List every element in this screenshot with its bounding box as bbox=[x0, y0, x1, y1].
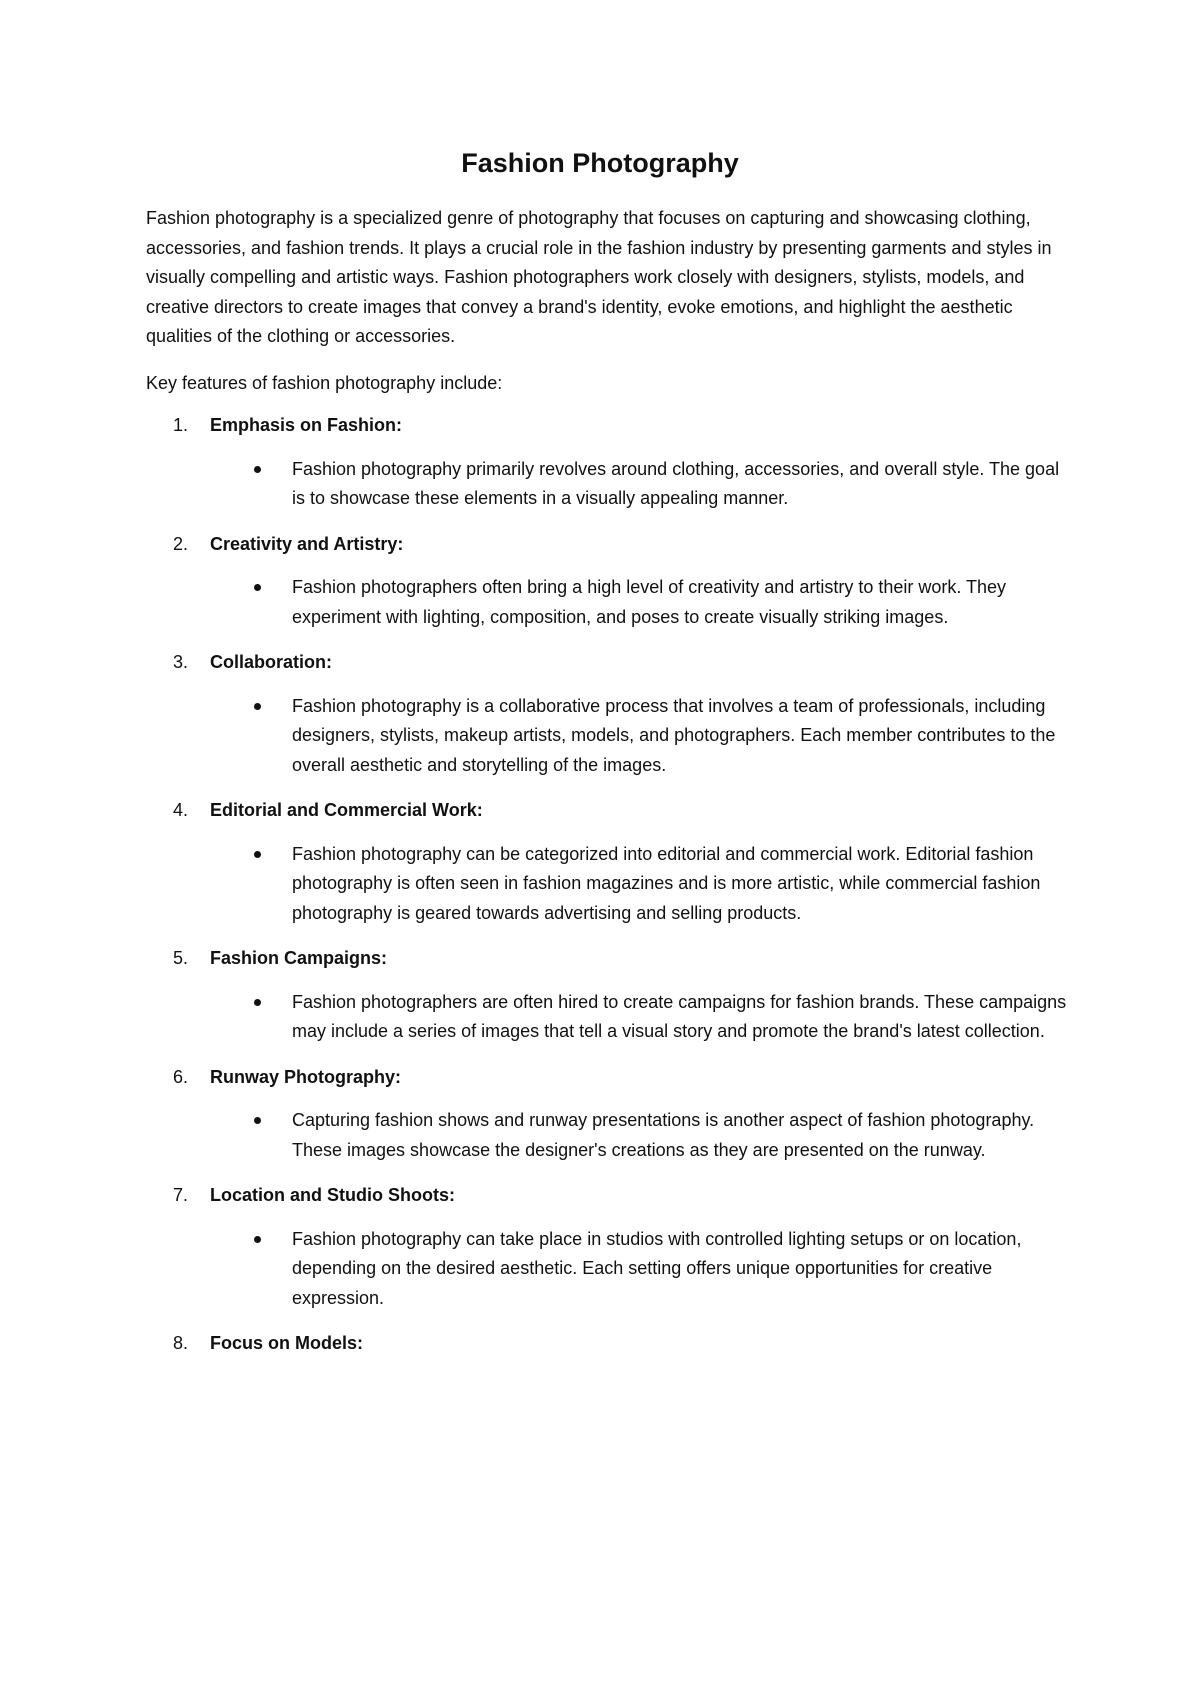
feature-heading bbox=[146, 944, 1066, 974]
feature-list bbox=[146, 411, 1066, 1375]
bullet-icon bbox=[254, 1236, 261, 1243]
feature-bullet-list bbox=[292, 1225, 1072, 1314]
feature-heading-text: Creativity and Artistry: bbox=[210, 533, 404, 554]
feature-number: 4. bbox=[173, 800, 189, 820]
feature-bullet-text: Capturing fashion shows and runway presentations is another aspect of fashion photography. These images showcase the designer's creations as they are presented on the runway. bbox=[292, 1110, 1035, 1160]
feature-number: 8. bbox=[173, 1333, 189, 1353]
feature-number: 6. bbox=[173, 1066, 189, 1087]
feature-heading bbox=[146, 648, 1066, 678]
feature-heading-text: Editorial and Commercial Work: bbox=[210, 800, 483, 820]
feature-heading bbox=[146, 796, 1066, 826]
feature-item bbox=[146, 648, 1066, 780]
document-title: Fashion Photography bbox=[461, 148, 739, 178]
feature-number: 7. bbox=[173, 1185, 189, 1205]
feature-bullet-list bbox=[292, 1106, 1072, 1165]
feature-bullet-text: Fashion photography can be categorized into editorial and commercial work. Editorial fashion photography is often seen in fashion magazines and is more artistic, while commercial fashion photography is geared towards advertising and selling products. bbox=[292, 843, 1041, 923]
feature-heading bbox=[146, 1181, 1066, 1211]
feature-heading-text: Runway Photography: bbox=[210, 1066, 402, 1087]
feature-number: 1. bbox=[173, 415, 189, 435]
feature-heading-text: Location and Studio Shoots: bbox=[210, 1185, 455, 1205]
feature-item bbox=[146, 1181, 1066, 1313]
feature-bullet-list bbox=[292, 988, 1072, 1047]
bullet-icon bbox=[254, 851, 261, 858]
feature-number: 5. bbox=[173, 948, 189, 968]
feature-heading bbox=[146, 530, 1066, 560]
feature-bullet bbox=[292, 692, 1072, 781]
feature-bullet-list bbox=[292, 455, 1072, 514]
feature-bullet bbox=[292, 988, 1072, 1047]
feature-item bbox=[146, 1329, 1066, 1359]
bullet-icon bbox=[254, 1117, 261, 1124]
feature-bullet-text: Fashion photographers are often hired to create campaigns for fashion brands. These campaigns may include a series of images that tell a visual story and promote the brand's latest collection. bbox=[292, 991, 1067, 1041]
feature-bullet bbox=[292, 455, 1072, 514]
feature-heading-text: Focus on Models: bbox=[210, 1333, 363, 1353]
feature-item bbox=[146, 944, 1066, 1047]
feature-bullet-list bbox=[292, 840, 1072, 929]
feature-number: 2. bbox=[173, 533, 189, 554]
feature-bullet bbox=[292, 1106, 1072, 1165]
feature-heading-text: Fashion Campaigns: bbox=[210, 948, 388, 968]
feature-bullet-text: Fashion photographers often bring a high level of creativity and artistry to their work. They experiment with lighting, composition, and poses to create visually striking images. bbox=[292, 577, 1007, 627]
bullet-icon bbox=[254, 703, 261, 710]
feature-heading-text: Collaboration: bbox=[210, 652, 332, 672]
feature-bullet-text: Fashion photography is a collaborative process that involves a team of professionals, including designers, stylists, makeup artists, models, and photographers. Each member contributes to the overall aesthetic and storytelling of the images. bbox=[292, 695, 1056, 775]
feature-bullet-text: Fashion photography can take place in studios with controlled lighting setups or on location, depending on the desired aesthetic. Each setting offers unique opportunities for creative expression. bbox=[292, 1228, 1022, 1308]
feature-heading bbox=[146, 1063, 1066, 1093]
feature-bullet bbox=[292, 1225, 1072, 1314]
bullet-icon bbox=[254, 584, 261, 591]
feature-bullet bbox=[292, 573, 1072, 632]
feature-bullet bbox=[292, 840, 1072, 929]
feature-heading bbox=[146, 411, 1066, 441]
feature-item bbox=[146, 411, 1066, 514]
key-features-intro: Key features of fashion photography include: bbox=[146, 373, 503, 393]
feature-bullet-list bbox=[292, 573, 1072, 632]
bullet-icon bbox=[254, 466, 261, 473]
feature-heading bbox=[146, 1329, 1066, 1359]
feature-bullet-list bbox=[292, 692, 1072, 781]
feature-number: 3. bbox=[173, 652, 189, 672]
feature-item bbox=[146, 796, 1066, 928]
feature-item bbox=[146, 530, 1066, 633]
bullet-icon bbox=[254, 999, 261, 1006]
feature-heading-text: Emphasis on Fashion: bbox=[210, 415, 403, 435]
feature-item bbox=[146, 1063, 1066, 1166]
feature-bullet-text: Fashion photography primarily revolves around clothing, accessories, and overall style. The goal is to showcase these elements in a visually appealing manner. bbox=[292, 458, 1060, 508]
intro-paragraph: Fashion photography is a specialized genre of photography that focuses on capturing and showcasing clothing, accessories, and fashion trends. It plays a crucial role in the fashion industry by presenting garments and styles in visually compelling and artistic ways. Fashion photographers work closely with designers, stylists, models, and creative directors to create images that convey a brand's identity, evoke emotions, and highlight the aesthetic qualities of the clothing or accessories. bbox=[146, 208, 1052, 346]
